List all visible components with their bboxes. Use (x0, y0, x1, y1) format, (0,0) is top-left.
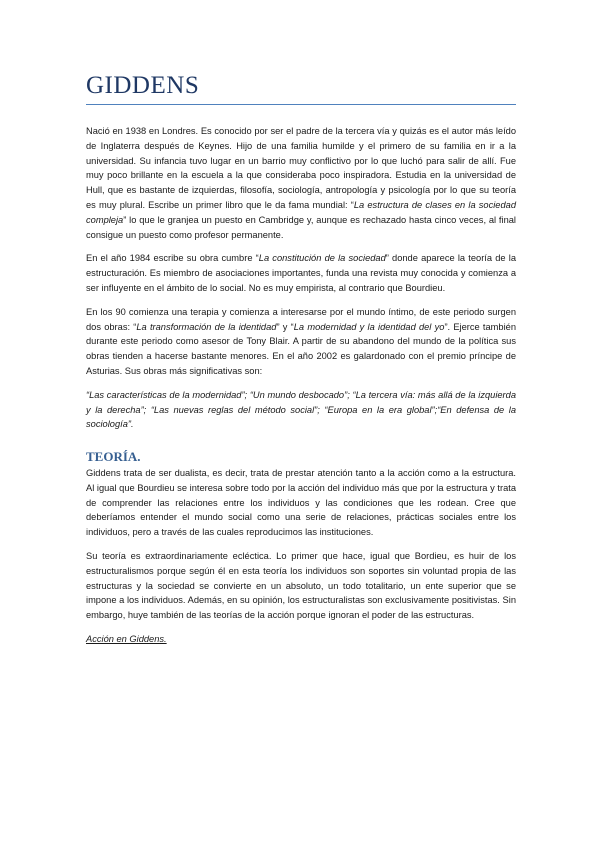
title-rule (86, 104, 516, 105)
book-title: La modernidad y la identidad del yo (293, 321, 445, 332)
paragraph-dualism: Giddens trata de ser dualista, es decir, trata de prestar atención tanto a la acción como a la estructura. Al igual que Bourdieu se interesa sobre todo por la acción del individuo más que por la estructura y trata de comprender las relaciones entre los individuos y las condiciones que les rodean. Cree que deberíamos entender el mundo social como una serie de relaciones, prácticas sociales entre los individuos, pero a través de las cuales reproducimos las instituciones. (86, 467, 516, 538)
paragraph-eclectic: Su teoría es extraordinariamente ecléctica. Lo primer que hace, igual que Bordieu, es huir de los estructuralismos porque según él en esta teoría los individuos son soportes sin voluntad propia de las estructuras y la sociedad se convierte en un absoluto, un todo totalitario, un ente superior que se impone a los individuos. Además, en su opinión, los estructuralistas son exclusivamente positivistas. Sin embargo, huye también de las teorías de la acción porque ignoran el poder de las estructuras. (86, 550, 516, 621)
section-heading-teoria: TEORÍA. (86, 449, 141, 465)
paragraph-biography: Nació en 1938 en Londres. Es conocido por ser el padre de la tercera vía y quizás es el autor más leído de Inglaterra después de Keynes. Hijo de una familia humilde y el primero de su familia en ir a la universidad. Su infancia tuvo lugar en un barrio muy conflictivo por lo que luchó para salir de allí. Fue muy poco brillante en la escuela a la que consideraba poco inspiradora. Estudia en la universidad de Hull, que es bastante de izquierdas, filosofía, sociología, antropología y psicología por lo que su teoría es muy plural. Escribe un primer libro que le da fama mundial: “La estructura de clases en la sociedad compleja” lo que le granjea un puesto en Cambridge y, aunque es rechazado hasta cinco veces, al final consigue un puesto como profesor permanente. (86, 126, 516, 240)
works-list: “Las características de la modernidad”; “Un mundo desbocado”; “La tercera vía: más allá de la izquierda y la derecha”; “Las nuevas reglas del método social”; “Europa en la era global”;“En defensa de la sociología”. (86, 389, 516, 430)
paragraph-1984: En el año 1984 escribe su obra cumbre “La constitución de la sociedad” donde aparece la teoría de la estructuración. Es miembro de asociaciones importantes, funda una revista muy conocida y comienza a ser influyente en el ámbito de lo social. No es muy empirista, al contrario que Bourdieu. (86, 253, 516, 293)
book-title: La constitución de la sociedad (258, 253, 386, 264)
document-body (86, 124, 516, 656)
paragraph-90s: En los 90 comienza una terapia y comienza a interesarse por el mundo íntimo, de este periodo surgen dos obras: “La transformación de la identidad” y “La modernidad y la identidad del yo”. Ejerce también durante este periodo como asesor de Tony Blair. A partir de su abandono del mundo de la política sus obras tienden a hacerse bastante menores. En el año 2002 es galardonado con el premio príncipe de Asturias. Sus obras más significativas son: (86, 306, 516, 376)
subheading-accion: Acción en Giddens. (86, 633, 167, 644)
book-title: La transformación de la identidad (136, 321, 277, 332)
page-title: GIDDENS (86, 72, 200, 99)
book-title: La estructura de clases en la sociedad compleja (86, 199, 516, 225)
